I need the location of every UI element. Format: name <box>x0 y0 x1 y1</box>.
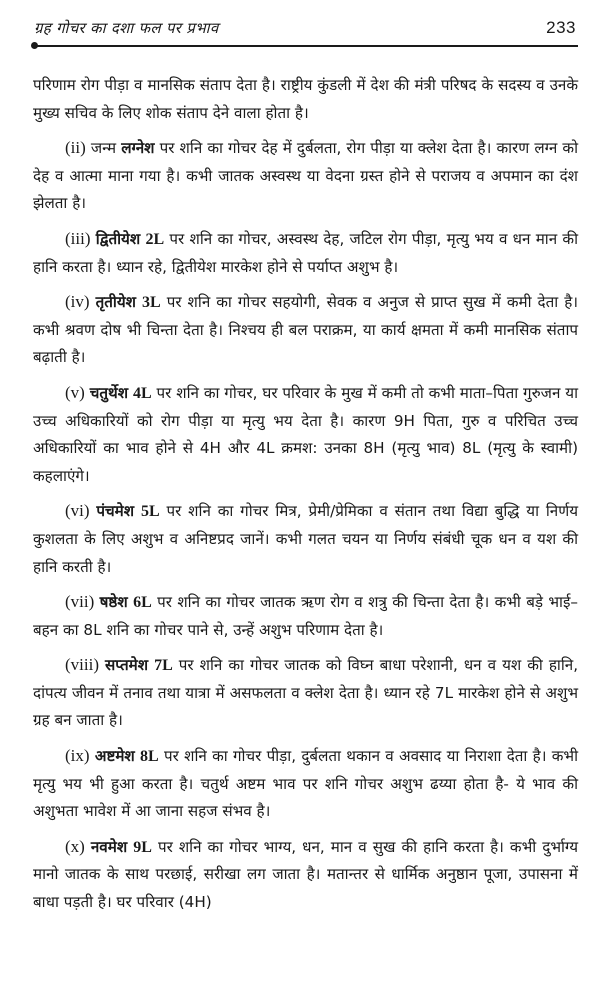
list-item-x <box>33 833 578 917</box>
item-text: पर शनि का गोचर जातक को विघ्न बाधा परेशानी, धन व यश की हानि, दांपत्य जीवन में तनाव तथा यात्रा में असफलता व क्लेश देता है। ध्यान रहे 7L मारकेश होने से अशुभ ग्रह बन जाता है। <box>33 656 579 730</box>
item-term: द्वितीयेश <box>95 229 141 248</box>
item-text: पर शनि का गोचर पीड़ा, दुर्बलता थकान व अवसाद या निराशा देता है। कभी मृत्यु भय भी हुआ करता है। चतुर्थ अष्टम भाव पर शनि गोचर अशुभ ढय्या होता है- ये भाव की अशुभता भावेश में आ जाना सहज संभव है। <box>33 747 579 821</box>
page-number: 233 <box>546 18 576 37</box>
item-code: 9L <box>133 838 152 856</box>
item-code: 8L <box>140 748 159 766</box>
item-term: पंचमेश <box>96 502 135 521</box>
item-term: लग्नेश <box>121 139 155 158</box>
item-term: अष्टमेश <box>94 747 135 766</box>
body-text <box>30 72 578 917</box>
item-number: (iv) <box>65 292 90 312</box>
running-header <box>30 14 578 52</box>
item-code: 6L <box>133 594 152 612</box>
item-term: सप्तमेश <box>105 656 149 675</box>
header-rule <box>34 45 578 47</box>
item-number: (iii) <box>65 228 91 248</box>
list-item-viii <box>33 651 578 735</box>
item-text: पर शनि का गोचर भाग्य, धन, मान व सुख की हानि करता है। कभी दुर्भाग्य मानो जातक के साथ परछाई, सरीखा लग जाता है। मतान्तर से धार्मिक अनुष्ठान पूजा, उपासना में बाधा पड़ती है। घर परिवार (4H) <box>33 837 579 912</box>
item-number: (vii) <box>65 592 95 612</box>
item-text: पर शनि का गोचर, अस्वस्थ देह, जटिल रोग पीड़ा, मृत्यु भय व धन मान की हानि करता है। ध्यान रहे, द्वितीयेश मारकेश होने से पर्याप्त अशुभ है। <box>33 229 579 276</box>
item-number: (vi) <box>65 501 90 521</box>
item-code: 3L <box>142 294 161 312</box>
item-number: (viii) <box>65 655 99 675</box>
item-prefix: जन्म <box>90 139 117 158</box>
item-text: पर शनि का गोचर सहयोगी, सेवक व अनुज से प्राप्त सुख में कमी देता है। कभी श्रवण दोष भी चिन्ता देता है। निश्चय ही बल पराक्रम, या कार्य क्षमता में कमी मानसिक संताप बढ़ाती है। <box>33 293 579 367</box>
list-item-vi <box>33 497 578 581</box>
item-number: (x) <box>65 836 85 856</box>
item-term: चतुर्थेश <box>89 383 129 402</box>
list-item-v <box>33 379 578 490</box>
item-number: (ii) <box>65 138 86 158</box>
book-page <box>30 0 578 924</box>
list-item-iii <box>33 225 578 281</box>
item-code: 7L <box>154 657 173 675</box>
paragraph-text: परिणाम रोग पीड़ा व मानसिक संताप देता है। राष्ट्रीय कुंडली में देश की मंत्री परिषद के सदस्य व उनके मुख्य सचिव के लिए शोक संताप देने वाला होता है। <box>33 76 578 122</box>
item-text: पर शनि का गोचर देह में दुर्बलता, रोग पीड़ा या क्लेश देता है। कारण लग्न को देह व आत्मा माना गया है। कभी जातक अस्वस्थ या वेदना ग्रस्त होने से पराजय व अपमान का दंश झेलता है। <box>33 139 579 213</box>
item-text: पर शनि का गोचर मित्र, प्रेमी/प्रेमिका व संतान तथा विद्या बुद्धि या निर्णय कुशलता के लिए अशुभ व अनिष्टप्रद जानें। कभी गलत चयन या निर्णय संबंधी चूक धन व यश की हानि करती है। <box>33 502 579 576</box>
item-number: (v) <box>65 382 85 402</box>
item-code: 5L <box>140 503 160 521</box>
item-text: पर शनि का गोचर, घर परिवार के मुख में कमी तो कभी माता–पिता गुरुजन या उच्च अधिकारियों को रोग पीड़ा या मृत्यु भय देता है। कारण 9H पिता, गुरु व परिचित उच्च अधिकारियों का भाव होने से 4H और 4L क्रमश: उनका 8H (मृत्यु भाव) 8L (मृत्यु के स्वामी) कहलाएंगे। <box>33 383 579 485</box>
item-text: पर शनि का गोचर जातक ऋण रोग व शत्रु की चिन्ता देता है। कभी बड़े भाई–बहन का 8L शनि का गोचर पाने से, उन्हें अशुभ परिणाम देता है। <box>33 593 579 639</box>
list-item-iv <box>33 288 578 372</box>
item-code: 4L <box>132 384 152 402</box>
item-term: तृतीयेश <box>95 293 136 312</box>
item-code: 2L <box>145 230 165 248</box>
continued-paragraph <box>33 72 578 127</box>
list-item-ii <box>33 134 578 218</box>
item-term: षष्ठेश <box>99 593 128 612</box>
list-item-ix <box>33 742 578 826</box>
item-number: (ix) <box>65 746 90 766</box>
running-title: ग्रह गोचर का दशा फल पर प्रभाव <box>34 19 219 37</box>
item-term: नवमेश <box>90 837 128 856</box>
list-item-vii <box>33 588 578 644</box>
